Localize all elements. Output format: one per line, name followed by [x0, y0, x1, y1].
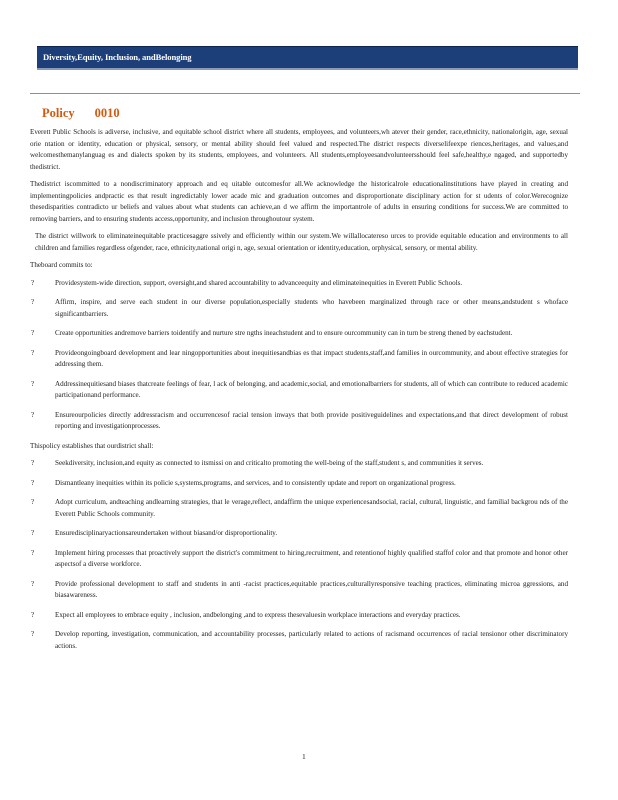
- bullet-glyph: ?: [31, 278, 35, 287]
- paragraph-elimination: The district willwork to eliminateinequitable practicesaggre ssively and efficiently within our system.We willallocatereso urces to provide equitable education and environments to all children and families regardless ofgender, race, ethnicity,national origi n, age, sexual orientation or identity,education, orphysical, sensory, or mental ability.: [35, 232, 568, 252]
- document-title: Diversity,Equity, Inclusion, andBelonging: [43, 52, 192, 62]
- list-item-text: Expect all employees to embrace equity , inclusion, andbelonging ,and to express thesevaluesin workplace interactions and everyday practices.: [55, 610, 461, 619]
- paragraph-intro: Everett Public Schools is adiverse, inclusive, and equitable school district where all students, employees, and volunteers,wh atever their gender, race,ethnicity, nationalorigin, age, sexual orie ntation or identity, education or physical, sensory, or mental ability should feel valued and respected.The district respects diverselifeexpe riences,heritages, and values,and welcomesthemanylanguag es and dialects spoken by its students, employees, and volunteers. All students,employeesandvolunteersshould feel safe,healthy,e ngaged, and supportedby thedistrict.: [30, 128, 568, 171]
- list-item-text: Provide professional development to staff and students in anti -racist practices,equitable practices,culturallyresponsive teaching practices, eliminating microa ggressions, and biasawareness.: [55, 579, 568, 599]
- policy-body: [30, 127, 568, 660]
- list-item: [30, 610, 568, 622]
- header-divider: [30, 93, 580, 94]
- list-item-text: Implement hiring processes that proactively support the district's commitment to hiring,recruitment, and retentionof highly qualified staffof color and that promote and honor other aspectsof a diverse workforce.: [55, 548, 568, 568]
- list-item-text: Develop reporting, investigation, communication, and accountability processes, particularly related to actions of racismand occurrences of racial tensionor other discriminatory actions.: [55, 630, 568, 650]
- bullet-glyph: ?: [31, 459, 35, 467]
- list-item-text: Create opportunities andremove barriers toidentify and nurture stre ngths ineachstudent and to ensure ourcommunity can in turn be streng thened by eachstudent.: [55, 329, 513, 337]
- list-item-text: Ensureourpolicies directly addressracism and occurrencesof racial tension inways that both provide positiveguidelines and expectations,and that direct development of robust reporting and investigationprocesses.: [55, 410, 568, 430]
- title-banner: [37, 46, 578, 70]
- list-item: [30, 629, 568, 652]
- policy-number: 0010: [94, 106, 120, 120]
- list-item-text: Provideongoingboard development and lear ningopportunities about inequitiesandbias es that impact students,staff,and families in ourcommunity, and about effective strategies for addressing them.: [55, 348, 568, 368]
- bullet-glyph: ?: [31, 548, 35, 557]
- bullet-glyph: ?: [31, 498, 35, 506]
- list-item-text: Dismantleany inequities within its policie s,systems,programs, and services, and to consistently update and report on organizational progress.: [55, 478, 456, 487]
- policy-label: Policy: [42, 106, 75, 120]
- list-item-text: Affirm, inspire, and serve each student in our diverse population,especially students who havebeen marginalized through race or other means,andstudent s whoface significantbarriers.: [55, 298, 568, 318]
- bullet-glyph: ?: [31, 379, 35, 388]
- list-item-text: Addressinequitiesand biases thatcreate feelings of fear, l ack of belonging, and academic,social, and emotionalbarriers for students, all of which can contribute to reduced academic participationand performance.: [55, 379, 568, 399]
- bullet-glyph: ?: [31, 329, 35, 337]
- list-item-text: Ensuredisciplinaryactionsareundertaken without biasand/or disproportionality.: [55, 529, 278, 537]
- list-item: [30, 348, 568, 371]
- list-item-text: Seekdiversity, inclusion,and equity as connected to itsmissi on and criticalto promoting the well-being of the staff,student s, and communities it serves.: [55, 459, 484, 467]
- list-item: [30, 328, 568, 340]
- paragraph-commitment: Thedistrict iscommitted to a nondiscriminatory approach and eq uitable outcomesfor all.We acknowledge the historicalrole educationalinstitutions have played in creating and implementingpolicies andpractic es that result ingredictably lower acade mic and graduation outcomes and disproportionate disciplinary action for st udents of color.Werecognize thesedisparities contradicto ur beliefs and values about what students can achieve,an d we affirm the importantrole of adults in ensuring conditions for success.We are committed to removing barriers, and to ensuring students access,opportunity, and inclusion throughoutour system.: [30, 180, 568, 223]
- bullet-glyph: ?: [31, 298, 35, 306]
- list-item-text: Adopt curriculum, andteaching andlearning strategies, that le verage,reflect, andaffirm the unique experiencesandsocial, racial, cultural, linguistic, and familial backgrou nds of the Everett Public Schools community.: [55, 498, 568, 518]
- board-commits-lead: Theboard commits to:: [30, 261, 93, 269]
- list-item: [30, 528, 568, 540]
- bullet-glyph: ?: [31, 478, 35, 487]
- bullet-glyph: ?: [31, 579, 35, 588]
- bullet-glyph: ?: [31, 610, 35, 619]
- list-item: [30, 379, 568, 402]
- bullet-glyph: ?: [31, 410, 35, 419]
- list-item: [30, 278, 568, 290]
- list-item: [30, 579, 568, 602]
- bullet-glyph: ?: [31, 529, 35, 537]
- bullet-glyph: ?: [31, 630, 35, 638]
- page-number: 1: [302, 752, 306, 761]
- policy-heading: [42, 106, 140, 121]
- policy-shall-list: [30, 458, 568, 652]
- list-item: [30, 478, 568, 490]
- list-item-text: Providesystem-wide direction, support, oversight,and shared accountability to advanceequity and eliminateinequities in Everett Public Schools.: [55, 278, 463, 287]
- list-item: [30, 297, 568, 320]
- list-item: [30, 548, 568, 571]
- bullet-glyph: ?: [31, 348, 35, 357]
- list-item: [30, 497, 568, 520]
- board-commits-list: [30, 278, 568, 433]
- policy-shall-lead: Thispolicy establishes that ourdistrict shall:: [30, 441, 154, 450]
- list-item: [30, 458, 568, 470]
- list-item: [30, 410, 568, 433]
